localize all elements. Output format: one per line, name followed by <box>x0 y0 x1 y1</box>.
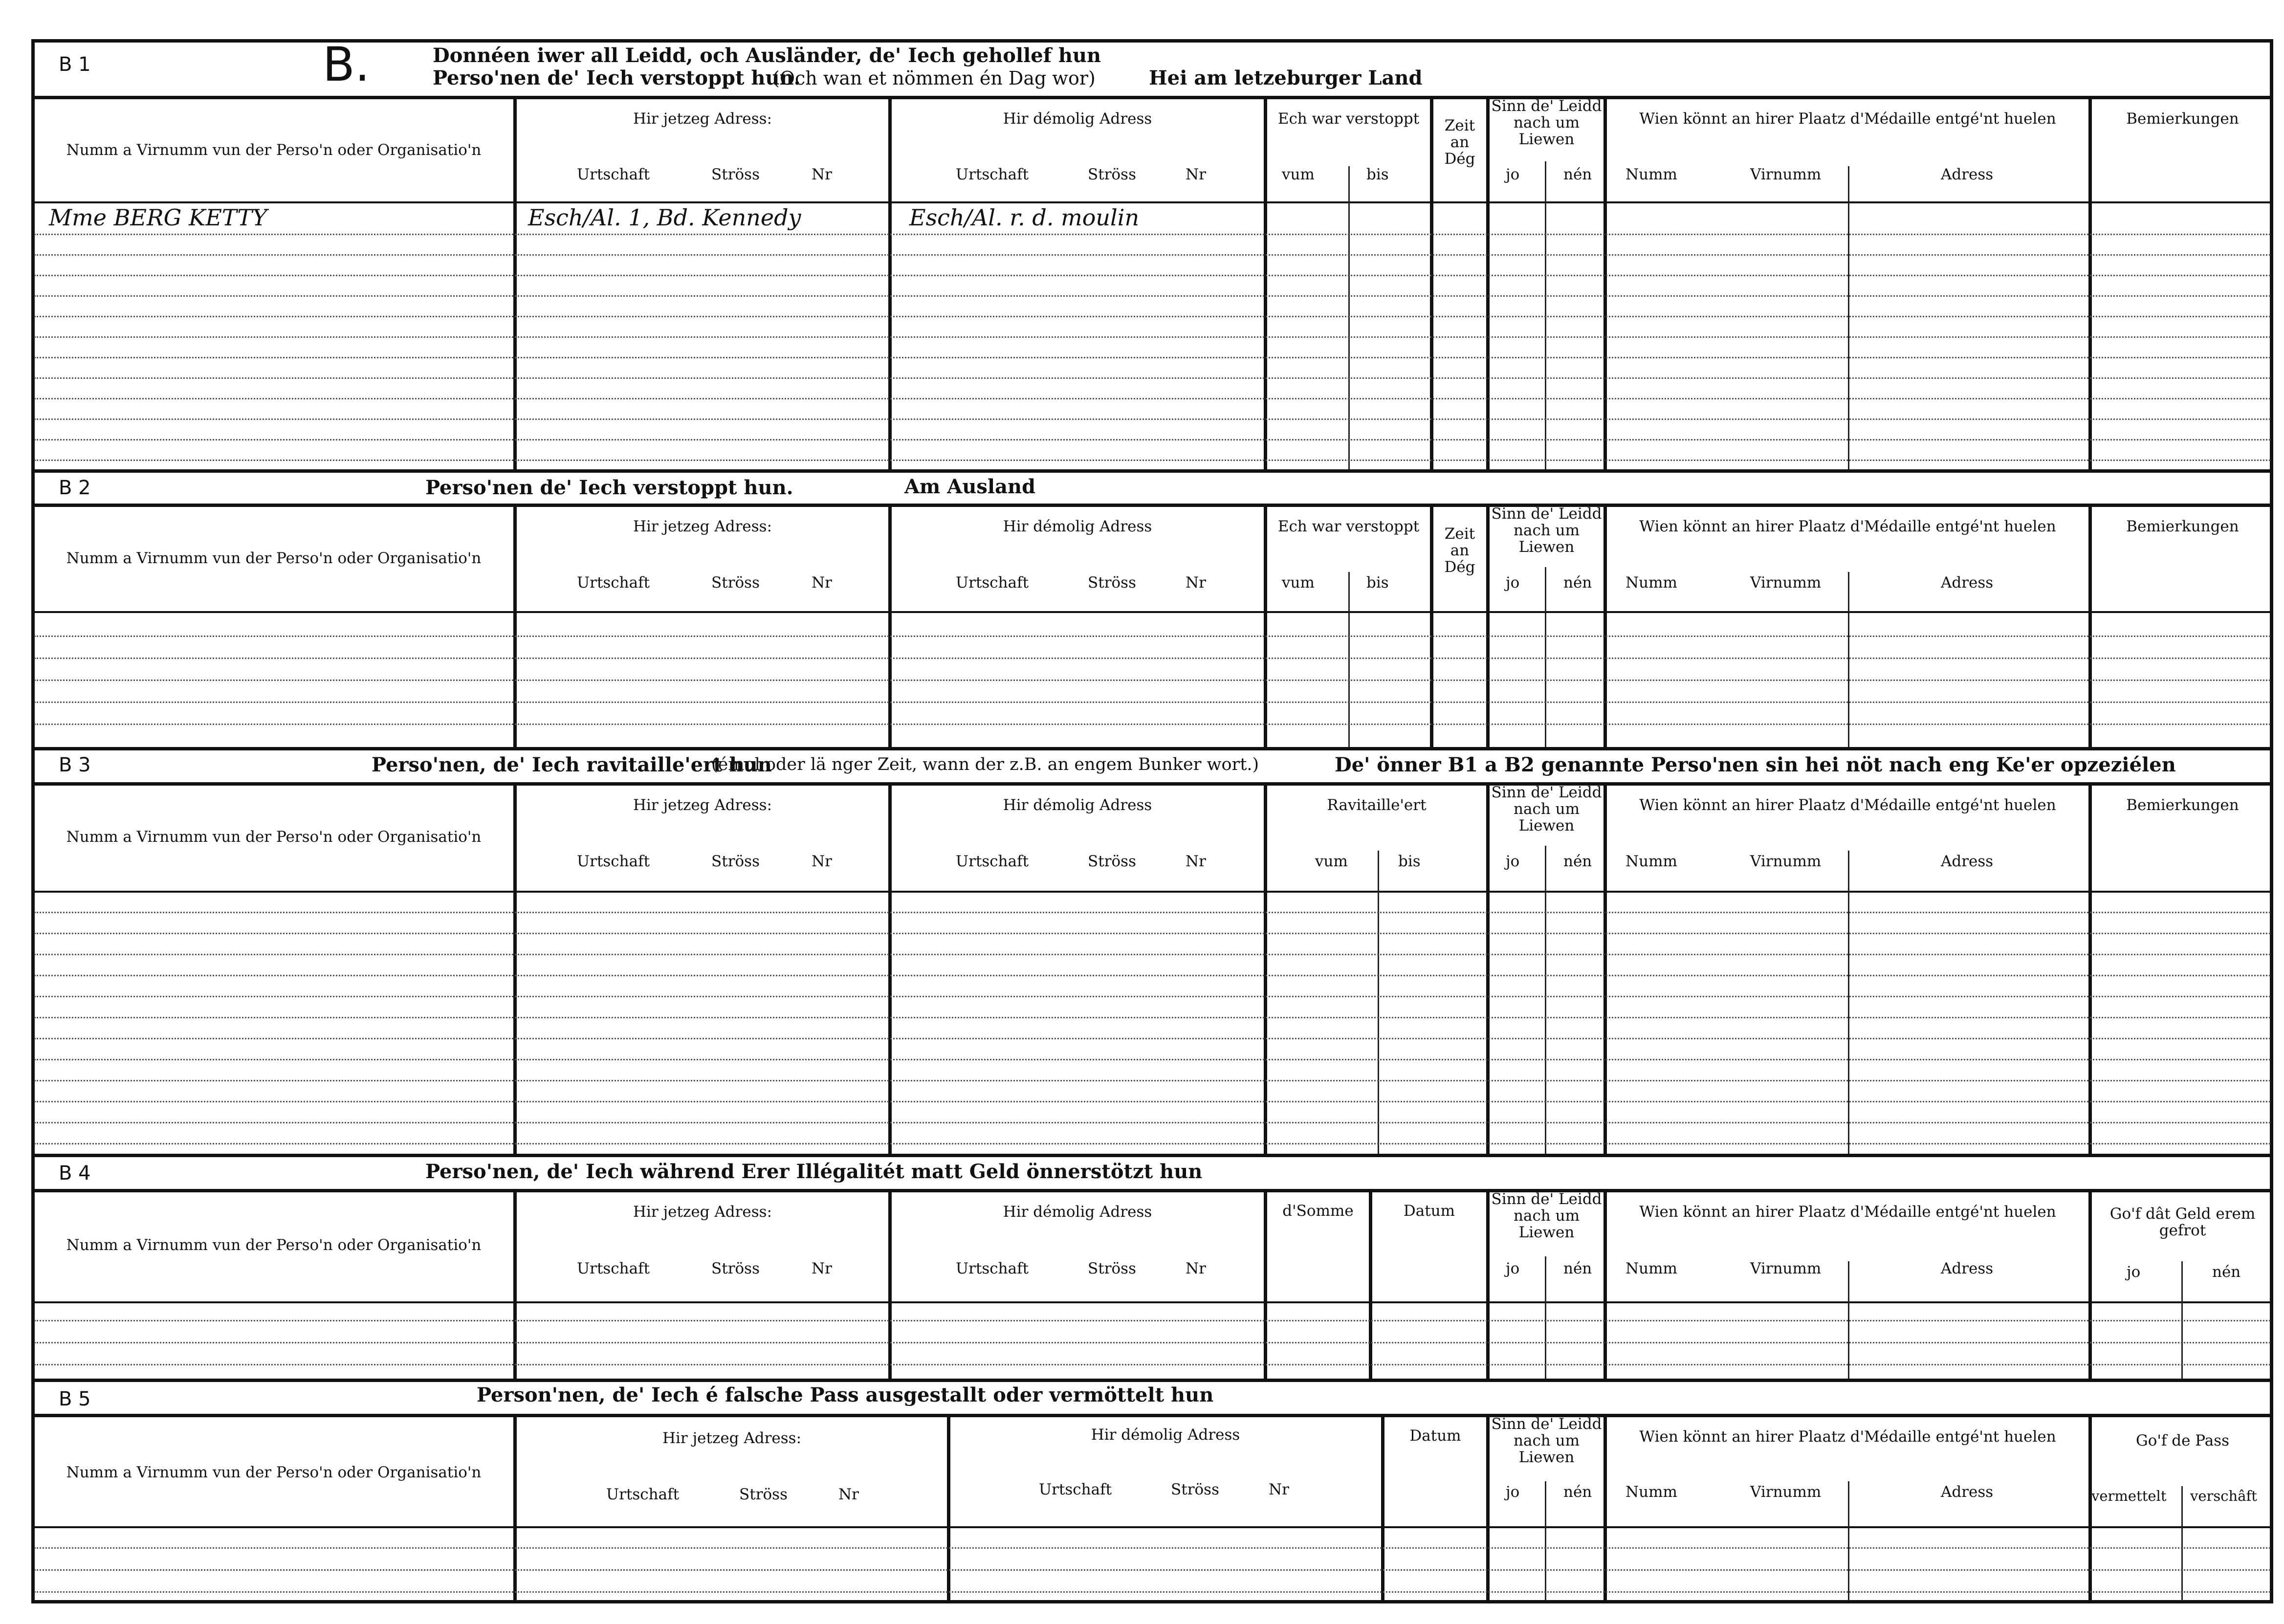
b2-medal-header: Wien könnt an hirer Plaatz d'Médaille entgé'nt huelen <box>1639 518 2056 535</box>
row-line <box>34 636 2270 637</box>
b3-col-line <box>1378 851 1379 1154</box>
row-line <box>34 439 2270 440</box>
row-line <box>34 933 2270 934</box>
form-letter: B. <box>323 37 370 92</box>
b1-entry-name: Mme BERG KETTY <box>49 204 267 231</box>
b5-name-col-header: Numm a Virnumm vun der Perso'n oder Organisatio'n <box>66 1464 482 1481</box>
b4-bottom-rule <box>31 1379 2273 1382</box>
b2-col-line <box>1603 504 1607 747</box>
b3-col-line <box>1603 782 1607 1154</box>
b2-col-line <box>1348 572 1350 747</box>
b5-surname-header: Numm <box>1625 1483 1677 1501</box>
row-line <box>34 975 2270 976</box>
b5-procured-header: verschâft <box>2190 1488 2257 1504</box>
b5-header-top-rule <box>31 1414 2273 1417</box>
b5-col-line <box>2181 1486 2183 1601</box>
b1-col-line <box>888 96 892 469</box>
b4-col-line <box>1603 1189 1607 1379</box>
b2-street-header: Ströss <box>711 574 760 592</box>
b4-col-line <box>888 1189 892 1379</box>
row-line <box>34 1591 2270 1593</box>
b5-header-bottom-rule <box>31 1526 2273 1528</box>
b3-street-header: Ströss <box>1088 853 1136 870</box>
b1-yes-header: jo <box>1506 166 1520 183</box>
b1-col-line <box>1545 161 1546 469</box>
b4-amount-header: d'Somme <box>1282 1202 1354 1220</box>
b1-title-line2: Perso'nen de' Iech verstoppt hun. <box>433 66 801 89</box>
b3-header-top-rule <box>31 782 2273 786</box>
row-line <box>34 680 2270 681</box>
form-frame <box>31 39 2273 1603</box>
b1-bottom-rule <box>31 469 2273 473</box>
b4-yes-header: jo <box>1506 1260 1520 1277</box>
b5-firstname-header: Virnumm <box>1750 1483 1822 1501</box>
b2-col-line <box>888 504 892 747</box>
b3-from-header: vum <box>1315 853 1348 870</box>
b3-surname-header: Numm <box>1625 853 1677 870</box>
row-line <box>34 254 2270 256</box>
b3-title-note: (émol oder lä nger Zeit, wann der z.B. an engem Bunker wort.) <box>711 755 1259 774</box>
b4-col-line <box>513 1189 517 1379</box>
row-line <box>34 954 2270 955</box>
b3-col-line <box>888 782 892 1154</box>
b2-col-line <box>513 504 517 747</box>
row-line <box>34 295 2270 297</box>
b5-yes-header: jo <box>1506 1483 1520 1501</box>
b5-street-header: Ströss <box>1171 1481 1219 1498</box>
b3-firstname-header: Virnumm <box>1750 853 1822 870</box>
b2-bottom-rule <box>31 747 2273 750</box>
b4-no-header: nén <box>2212 1263 2241 1281</box>
b5-passport-header: Go'f de Pass <box>2135 1432 2230 1449</box>
b1-hidden-header: Ech war verstoppt <box>1277 110 1420 128</box>
b1-title-place: Hei am letzeburger Land <box>1149 66 1423 89</box>
section-code-b2: B 2 <box>59 477 91 499</box>
row-line <box>34 1059 2270 1060</box>
b1-address-header: Adress <box>1941 166 1994 183</box>
b1-header-bottom-rule <box>31 201 2273 203</box>
section-code-b4: B 4 <box>59 1162 91 1185</box>
b5-col-line <box>1381 1414 1384 1601</box>
row-line <box>34 275 2270 276</box>
b3-col-line <box>1264 782 1267 1154</box>
b4-yes-header: jo <box>2127 1263 2141 1281</box>
b3-remarks-header: Bemierkungen <box>2126 796 2239 814</box>
b2-hidden-header: Ech war verstoppt <box>1277 518 1420 535</box>
b3-bottom-rule <box>31 1154 2273 1157</box>
b2-name-col-header: Numm a Virnumm vun der Perso'n oder Organisatio'n <box>66 549 482 567</box>
b4-money-asked-header: Go'f dât Geld erem gefrot <box>2109 1205 2256 1240</box>
b5-medal-header: Wien könnt an hirer Plaatz d'Médaille entgé'nt huelen <box>1639 1428 2056 1446</box>
row-line <box>34 658 2270 659</box>
b3-alive-header: Sinn de' Leidd nach um Liewen <box>1491 784 1602 835</box>
b2-header-bottom-rule <box>31 611 2273 613</box>
b5-date-header: Datum <box>1409 1427 1461 1445</box>
b3-header-bottom-rule <box>31 891 2273 893</box>
b5-col-line <box>2088 1414 2092 1601</box>
b1-col-line <box>513 96 517 469</box>
row-line <box>34 1017 2270 1018</box>
b1-title-line1: Donnéen iwer all Leidd, och Ausländer, de' Iech gehollef hun <box>433 44 1101 67</box>
b4-title: Perso'nen, de' Iech während Erer Illégalitét matt Geld önnerstötzt hun <box>425 1160 1203 1183</box>
b1-nr-header: Nr <box>1186 166 1206 183</box>
b2-title-place: Am Ausland <box>904 475 1036 498</box>
b1-col-line <box>1430 96 1433 469</box>
b3-col-line <box>1545 846 1546 1154</box>
b4-header-bottom-rule <box>31 1301 2273 1303</box>
b3-town-header: Urtschaft <box>577 853 650 870</box>
b3-col-line <box>1848 851 1849 1154</box>
b4-surname-header: Numm <box>1625 1260 1677 1277</box>
b2-from-header: vum <box>1282 574 1315 592</box>
b1-col-line <box>2088 96 2092 469</box>
b5-col-line <box>1486 1414 1490 1601</box>
b5-town-header: Urtschaft <box>606 1486 680 1503</box>
b1-col-line <box>1486 96 1490 469</box>
row-line <box>34 336 2270 338</box>
b1-medal-header: Wien könnt an hirer Plaatz d'Médaille entgé'nt huelen <box>1639 110 2056 128</box>
b3-supplied-header: Ravitaille'ert <box>1327 796 1427 814</box>
b1-col-line <box>1603 96 1607 469</box>
b4-former-address-header: Hir démolig Adress <box>1003 1203 1152 1221</box>
b1-town-header: Urtschaft <box>577 166 650 183</box>
section-code-b1: B 1 <box>59 53 91 76</box>
b1-title-note: (Och wan et nömmen én Dag wor) <box>772 67 1096 89</box>
b3-current-address-header: Hir jetzeg Adress: <box>633 796 772 814</box>
b2-yes-header: jo <box>1506 574 1520 592</box>
row-line <box>34 1547 2270 1549</box>
b5-nr-header: Nr <box>838 1486 859 1503</box>
row-line <box>34 316 2270 317</box>
b3-col-line <box>2088 782 2092 1154</box>
b1-entry-former-address: Esch/Al. r. d. moulin <box>909 204 1140 231</box>
b4-col-line <box>2088 1189 2092 1379</box>
b2-remarks-header: Bemierkungen <box>2126 518 2239 535</box>
b2-col-line <box>1430 504 1433 747</box>
b2-current-address-header: Hir jetzeg Adress: <box>633 518 772 535</box>
b2-nr-header: Nr <box>1186 574 1206 592</box>
b5-former-address-header: Hir démolig Adress <box>1091 1426 1240 1444</box>
b2-col-line <box>2088 504 2092 747</box>
b4-address-header: Adress <box>1941 1260 1994 1277</box>
b5-col-line <box>513 1414 517 1601</box>
b3-street-header: Ströss <box>711 853 760 870</box>
b1-header-top-rule <box>31 96 2273 99</box>
b2-firstname-header: Virnumm <box>1750 574 1822 592</box>
b3-name-col-header: Numm a Virnumm vun der Perso'n oder Organisatio'n <box>66 828 482 846</box>
b4-street-header: Ströss <box>711 1260 760 1277</box>
b3-yes-header: jo <box>1506 853 1520 870</box>
b4-col-line <box>1486 1189 1490 1379</box>
row-line <box>34 377 2270 379</box>
row-line <box>34 996 2270 997</box>
row-line <box>34 234 2270 235</box>
row-line <box>34 1122 2270 1123</box>
b4-firstname-header: Virnumm <box>1750 1260 1822 1277</box>
row-line <box>34 1143 2270 1144</box>
row-line <box>34 1038 2270 1039</box>
b5-title: Person'nen, de' Iech é falsche Pass ausgestallt oder vermöttelt hun <box>477 1383 1214 1406</box>
b5-town-header: Urtschaft <box>1039 1481 1112 1498</box>
b2-street-header: Ströss <box>1088 574 1136 592</box>
b3-col-line <box>1486 782 1490 1154</box>
b4-town-header: Urtschaft <box>577 1260 650 1277</box>
b3-to-header: bis <box>1398 853 1421 870</box>
row-line <box>34 1569 2270 1571</box>
b3-no-header: nén <box>1563 853 1592 870</box>
b5-col-line <box>1545 1481 1546 1601</box>
b4-alive-header: Sinn de' Leidd nach um Liewen <box>1491 1190 1602 1242</box>
b1-town-header: Urtschaft <box>956 166 1029 183</box>
row-line <box>34 418 2270 420</box>
b3-nr-header: Nr <box>812 853 832 870</box>
b4-street-header: Ströss <box>1088 1260 1136 1277</box>
b5-col-line <box>1603 1414 1607 1601</box>
section-code-b5: B 5 <box>59 1388 91 1410</box>
row-line <box>34 1364 2270 1365</box>
b4-col-line <box>1369 1189 1372 1379</box>
b2-header-top-rule <box>31 504 2273 507</box>
row-line <box>34 912 2270 913</box>
b2-to-header: bis <box>1366 574 1389 592</box>
row-line <box>34 398 2270 399</box>
b1-to-header: bis <box>1366 166 1389 183</box>
b1-remarks-header: Bemierkungen <box>2126 110 2239 128</box>
b1-nr-header: Nr <box>812 166 832 183</box>
row-line <box>34 1080 2270 1081</box>
row-line <box>34 1101 2270 1102</box>
b4-header-top-rule <box>31 1189 2273 1192</box>
b2-no-header: nén <box>1563 574 1592 592</box>
b4-current-address-header: Hir jetzeg Adress: <box>633 1203 772 1221</box>
b2-days-header: Zeit an Dég <box>1444 525 1475 576</box>
b1-street-header: Ströss <box>1088 166 1136 183</box>
b2-col-line <box>1848 572 1849 747</box>
b5-street-header: Ströss <box>739 1486 788 1503</box>
b2-nr-header: Nr <box>812 574 832 592</box>
b2-address-header: Adress <box>1941 574 1994 592</box>
row-line <box>34 724 2270 725</box>
b1-alive-header: Sinn de' Leidd nach um Liewen <box>1491 97 1602 149</box>
b2-alive-header: Sinn de' Leidd nach um Liewen <box>1491 505 1602 556</box>
b5-address-header: Adress <box>1941 1483 1994 1501</box>
b4-no-header: nén <box>1563 1260 1592 1277</box>
b2-town-header: Urtschaft <box>956 574 1029 592</box>
b2-title: Perso'nen de' Iech verstoppt hun. <box>425 476 793 499</box>
b5-col-line <box>1848 1481 1849 1601</box>
b3-nr-header: Nr <box>1186 853 1206 870</box>
b1-col-line <box>1348 166 1350 469</box>
b5-brokered-header: vermettelt <box>2091 1488 2167 1504</box>
b5-no-header: nén <box>1563 1483 1592 1501</box>
b1-surname-header: Numm <box>1625 166 1677 183</box>
b3-title: Perso'nen, de' Iech ravitaille'ert hun <box>372 753 772 776</box>
b5-col-line <box>947 1414 950 1601</box>
b4-col-line <box>1545 1256 1546 1379</box>
b1-former-address-header: Hir démolig Adress <box>1003 110 1152 128</box>
b5-alive-header: Sinn de' Leidd nach um Liewen <box>1491 1415 1602 1467</box>
b3-title-tail: De' önner B1 a B2 genannte Perso'nen sin hei nöt nach eng Ke'er opzeziélen <box>1335 753 2176 776</box>
b4-nr-header: Nr <box>812 1260 832 1277</box>
row-line <box>34 702 2270 703</box>
b5-current-address-header: Hir jetzeg Adress: <box>662 1429 802 1447</box>
b2-col-line <box>1264 504 1267 747</box>
b2-col-line <box>1486 504 1490 747</box>
b3-col-line <box>513 782 517 1154</box>
row-line <box>34 1342 2270 1343</box>
b1-name-col-header: Numm a Virnumm vun der Perso'n oder Organisatio'n <box>66 141 482 159</box>
b3-town-header: Urtschaft <box>956 853 1029 870</box>
b4-nr-header: Nr <box>1186 1260 1206 1277</box>
b1-col-line <box>1264 96 1267 469</box>
b3-former-address-header: Hir démolig Adress <box>1003 796 1152 814</box>
b5-nr-header: Nr <box>1269 1481 1289 1498</box>
b1-col-line <box>1848 166 1849 469</box>
b2-town-header: Urtschaft <box>577 574 650 592</box>
b1-current-address-header: Hir jetzeg Adress: <box>633 110 772 128</box>
b4-name-col-header: Numm a Virnumm vun der Perso'n oder Organisatio'n <box>66 1236 482 1254</box>
b2-surname-header: Numm <box>1625 574 1677 592</box>
b4-date-header: Datum <box>1403 1202 1455 1220</box>
b4-col-line <box>1264 1189 1267 1379</box>
b3-address-header: Adress <box>1941 853 1994 870</box>
b2-col-line <box>1545 567 1546 747</box>
b1-entry-current-address: Esch/Al. 1, Bd. Kennedy <box>528 204 801 231</box>
b3-medal-header: Wien könnt an hirer Plaatz d'Médaille entgé'nt huelen <box>1639 796 2056 814</box>
row-line <box>34 460 2270 461</box>
b1-firstname-header: Virnumm <box>1750 166 1822 183</box>
b1-from-header: vum <box>1282 166 1315 183</box>
row-line <box>34 357 2270 358</box>
b4-town-header: Urtschaft <box>956 1260 1029 1277</box>
row-line <box>34 1320 2270 1321</box>
b1-days-header: Zeit an Dég <box>1444 117 1475 168</box>
b1-no-header: nén <box>1563 166 1592 183</box>
section-code-b3: B 3 <box>59 754 91 776</box>
b2-former-address-header: Hir démolig Adress <box>1003 518 1152 535</box>
b4-medal-header: Wien könnt an hirer Plaatz d'Médaille entgé'nt huelen <box>1639 1203 2056 1221</box>
b1-street-header: Ströss <box>711 166 760 183</box>
